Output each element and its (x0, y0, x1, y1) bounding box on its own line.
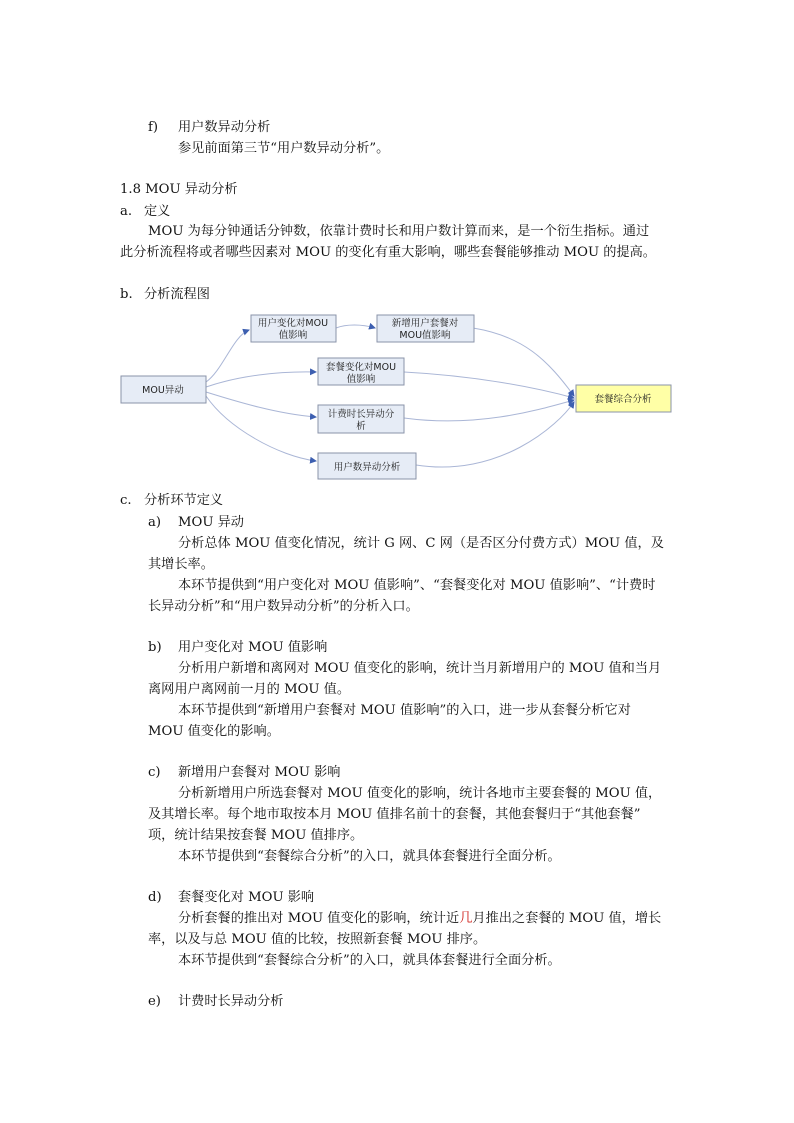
node-end-label: 套餐综合分析 (594, 394, 652, 405)
c-a-marker: a) (148, 515, 162, 530)
c-c-p1-line3: 项，统计结果按套餐 MOU 值排序。 (148, 828, 364, 843)
c-b-p1-line2: 离网用户离网前一月的 MOU 值。 (148, 682, 351, 697)
a-marker: a. (120, 204, 133, 219)
c-d-p1-line1 (178, 909, 661, 929)
b-title: 分析流程图 (144, 287, 210, 302)
c-c-p1-line2: 及其增长率。每个地市取按本月 MOU 值排名前十的套餐，其他套餐归于“其他套餐” (148, 807, 641, 822)
c-c-marker: c) (148, 765, 161, 780)
node-new-user (377, 315, 474, 342)
node-start-label: MOU异动 (142, 385, 184, 396)
b-flowchart-heading (120, 285, 210, 305)
edge-start-billing (206, 392, 316, 417)
node-billing (318, 405, 404, 433)
c-e-title: 计费时长异动分析 (178, 994, 284, 1009)
node-package-change-label-2: 值影响 (346, 374, 376, 385)
edge-billing-end (404, 400, 574, 421)
b-marker: b. (120, 287, 133, 302)
mou-flowchart (118, 310, 678, 482)
node-billing-label-1: 计费时长异动分 (327, 409, 395, 420)
a-definition-heading (120, 202, 170, 222)
c-d-marker: d) (148, 890, 162, 905)
c-b-heading (148, 638, 327, 658)
edge-user-change-new-user (336, 325, 375, 328)
node-new-user-label-1: 新增用户套餐对 (391, 318, 459, 329)
edge-start-user-change (206, 330, 249, 382)
c-title: 分析环节定义 (144, 493, 224, 508)
a-title: 定义 (144, 204, 171, 219)
c-d-p1-pre: 分析套餐的推出对 MOU 值变化的影响，统计近 (178, 911, 460, 926)
edge-user-count-end (416, 402, 574, 467)
c-c-p1-line1: 分析新增用户所选套餐对 MOU 值变化的影响，统计各地市主要套餐的 MOU 值， (178, 786, 662, 801)
node-user-count (318, 453, 416, 479)
node-user-change-label-1: 用户变化对MOU (257, 318, 329, 329)
c-a-heading (148, 513, 244, 533)
c-d-heading (148, 888, 314, 908)
edge-start-package (206, 372, 316, 387)
c-a-p1-line2: 其增长率。 (148, 557, 214, 572)
c-d-p1-post: 月推出之套餐的 MOU 值，增长 (472, 911, 662, 926)
f-title: 用户数异动分析 (178, 120, 271, 135)
flow-edges (206, 325, 574, 467)
c-a-title: MOU 异动 (178, 515, 244, 530)
c-c-title: 新增用户套餐对 MOU 影响 (178, 765, 341, 780)
c-d-p2: 本环节提供到“套餐综合分析”的入口，就具体套餐进行全面分析。 (178, 953, 561, 968)
c-e-marker: e) (148, 994, 161, 1009)
c-e-heading (148, 992, 284, 1012)
c-b-p1-line1: 分析用户新增和离网对 MOU 值变化的影响，统计当月新增用户的 MOU 值和当月 (178, 661, 662, 676)
c-a-p2-line2: 长异动分析”和“用户数异动分析”的分析入口。 (148, 599, 419, 614)
a-body-line1: MOU 为每分钟通话分钟数，依靠计费时长和用户数计算而来，是一个衍生指标。通过 (148, 224, 650, 239)
node-user-count-label: 用户数异动分析 (333, 462, 401, 473)
edge-start-user-count (206, 396, 316, 461)
c-d-title: 套餐变化对 MOU 影响 (178, 890, 315, 905)
f-body: 参见前面第三节“用户数异动分析”。 (178, 141, 390, 156)
node-start (121, 376, 206, 403)
c-c-heading (148, 763, 341, 783)
c-d-p1-line2: 率，以及与总 MOU 值的比较，按照新套餐 MOU 排序。 (148, 932, 487, 947)
c-marker: c. (120, 493, 132, 508)
c-d-p1-highlight: 几 (459, 911, 473, 926)
node-package-change (318, 358, 404, 385)
node-user-change (251, 315, 336, 342)
node-end (576, 385, 671, 412)
node-billing-label-2: 析 (356, 421, 366, 432)
f-marker: f) (148, 120, 159, 135)
c-b-title: 用户变化对 MOU 值影响 (178, 640, 328, 655)
c-c-p2: 本环节提供到“套餐综合分析”的入口，就具体套餐进行全面分析。 (178, 849, 561, 864)
c-b-marker: b) (148, 640, 162, 655)
f-heading (148, 118, 270, 138)
c-b-p2-line2: MOU 值变化的影响。 (148, 724, 280, 739)
a-body-line2: 此分析流程将或者哪些因素对 MOU 的变化有重大影响，哪些套餐能够推动 MOU 的提高。 (120, 245, 656, 260)
edge-package-end (404, 372, 574, 398)
c-heading (120, 491, 223, 511)
node-new-user-label-2: MOU值影响 (399, 330, 451, 341)
c-b-p2-line1: 本环节提供到“新增用户套餐对 MOU 值影响”的入口，进一步从套餐分析它对 (178, 703, 631, 718)
c-a-p1-line1: 分析总体 MOU 值变化情况，统计 G 网、C 网（是否区分付费方式）MOU 值，及 (178, 536, 664, 551)
c-a-p2-line1: 本环节提供到“用户变化对 MOU 值影响”、“套餐变化对 MOU 值影响”、“计费时 (178, 578, 656, 593)
node-user-change-label-2: 值影响 (278, 330, 308, 341)
section-1-8-title: 1.8 MOU 异动分析 (120, 182, 238, 197)
node-package-change-label-1: 套餐变化对MOU (325, 362, 397, 373)
